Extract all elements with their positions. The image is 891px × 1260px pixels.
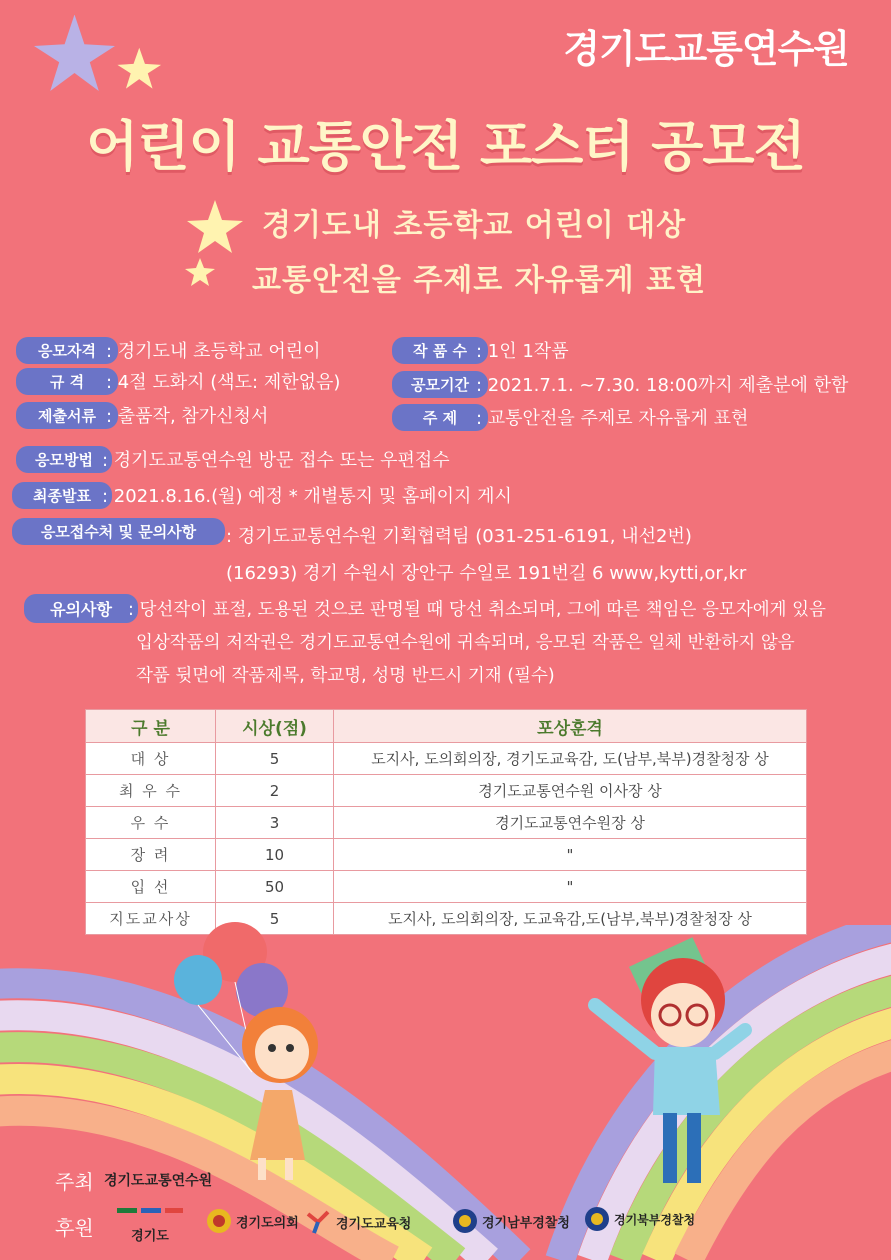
table-cell: 도지사, 도의회의장, 경기도교육감, 도(남부,북부)경찰청장 상	[334, 743, 807, 775]
sponsor-label: 후원	[55, 1216, 94, 1240]
education-emblem-icon	[304, 1210, 332, 1234]
table-cell: 5	[216, 743, 334, 775]
star-decoration-icon	[30, 15, 180, 105]
table-row	[86, 807, 807, 839]
subtitle-theme: 교통안전을 주제로 자유롭게 표현	[252, 263, 707, 298]
sponsor-name: 경기도교육청	[336, 1216, 412, 1232]
table-cell: 10	[216, 839, 334, 871]
table-cell: 경기도교통연수원장 상	[334, 807, 807, 839]
value-period: : 2021.7.1. ~7.30. 18:00까지 제출분에 한함	[476, 375, 849, 396]
table-cell: "	[334, 839, 807, 871]
table-cell: 3	[216, 807, 334, 839]
sponsor-name: 경기도	[131, 1229, 169, 1244]
table-header: 구 분	[86, 710, 216, 743]
table-cell: 최 우 수	[86, 775, 216, 807]
value-notes-line2: 입상작품의 저작권은 경기도교통연수원에 귀속되며, 응모된 작품은 일체 반환하지 않음	[136, 633, 795, 653]
value-entries: : 1인 1작품	[476, 341, 569, 362]
table-header: 시상(점)	[216, 710, 334, 743]
organizer-logo-text: 경기도교통연수원	[563, 27, 849, 71]
table-row	[86, 743, 807, 775]
label-notes: 유의사항	[24, 594, 138, 623]
value-contact-line1: : 경기도교통연수원 기획협력팀 (031-251-6191, 내선2번)	[226, 526, 692, 547]
poster-title: 어린이 교통안전 포스터 공모전	[86, 115, 805, 178]
table-row	[86, 839, 807, 871]
sponsor-logo-council	[206, 1208, 299, 1234]
label-eligibility: 응모자격	[16, 337, 118, 364]
table-cell: 지도교사상	[86, 903, 216, 935]
label-contact: 응모접수처 및 문의사항	[12, 518, 225, 545]
gyeonggi-logo-icon	[115, 1205, 185, 1221]
host-logo: 경기도교통연수원	[104, 1173, 213, 1189]
value-theme: : 교통안전을 주제로 자유롭게 표현	[476, 408, 749, 429]
value-eligibility: : 경기도내 초등학교 어린이	[106, 341, 321, 362]
label-size: 규 격	[16, 368, 118, 395]
value-announce: : 2021.8.16.(월) 예정 * 개별통지 및 홈페이지 게시	[102, 486, 512, 507]
table-cell: 5	[216, 903, 334, 935]
table-cell: 장 려	[86, 839, 216, 871]
table-cell: 경기도교통연수원 이사장 상	[334, 775, 807, 807]
table-cell: 입 선	[86, 871, 216, 903]
value-method: : 경기도교통연수원 방문 접수 또는 우편접수	[102, 450, 450, 471]
table-row	[86, 871, 807, 903]
value-notes-line1: : 당선작이 표절, 도용된 것으로 판명될 때 당선 취소되며, 그에 따른 책임은 응모자에게 있음	[128, 600, 826, 620]
value-size: : 4절 도화지 (색도: 제한없음)	[106, 372, 341, 393]
table-cell: 도지사, 도의회의장, 도교육감,도(남부,북부)경찰청장 상	[334, 903, 807, 935]
value-contact-line2: (16293) 경기 수원시 장안구 수일로 191번길 6 www,kytti,or,kr	[226, 563, 747, 584]
police-badge-icon	[584, 1206, 610, 1232]
host-label: 주최	[55, 1170, 94, 1194]
value-documents: : 출품작, 참가신청서	[106, 406, 269, 427]
sponsor-name: 경기도의회	[236, 1215, 299, 1231]
sponsor-logo-education	[304, 1210, 411, 1234]
table-cell: 대 상	[86, 743, 216, 775]
police-badge-icon	[452, 1208, 478, 1234]
girl-with-balloons-icon	[170, 920, 330, 1190]
sponsor-logo-south-police	[452, 1208, 570, 1234]
value-notes-line3: 작품 뒷면에 작품제목, 학교명, 성명 반드시 기재 (필수)	[136, 666, 555, 686]
label-theme: 주 제	[392, 404, 488, 431]
subtitle-target: 경기도내 초등학교 어린이 대상	[262, 208, 687, 243]
star-decoration-icon	[185, 190, 255, 300]
table-row	[86, 775, 807, 807]
label-announce: 최종발표	[12, 482, 112, 509]
boy-cheering-icon	[575, 935, 755, 1195]
label-documents: 제출서류	[16, 402, 118, 429]
council-emblem-icon	[206, 1208, 232, 1234]
sponsor-logo-gyeonggi	[112, 1205, 188, 1244]
sponsor-name: 경기남부경찰청	[482, 1215, 570, 1231]
table-cell: 50	[216, 871, 334, 903]
label-method: 응모방법	[16, 446, 112, 473]
sponsor-logo-north-police	[584, 1206, 695, 1232]
label-period: 공모기간	[392, 371, 488, 398]
award-table	[85, 709, 807, 935]
table-cell: "	[334, 871, 807, 903]
table-cell: 2	[216, 775, 334, 807]
sponsor-name: 경기북부경찰청	[614, 1212, 696, 1227]
table-header: 포상훈격	[334, 710, 807, 743]
label-entries: 작 품 수	[392, 337, 488, 364]
table-header-row	[86, 710, 807, 743]
table-cell: 우 수	[86, 807, 216, 839]
